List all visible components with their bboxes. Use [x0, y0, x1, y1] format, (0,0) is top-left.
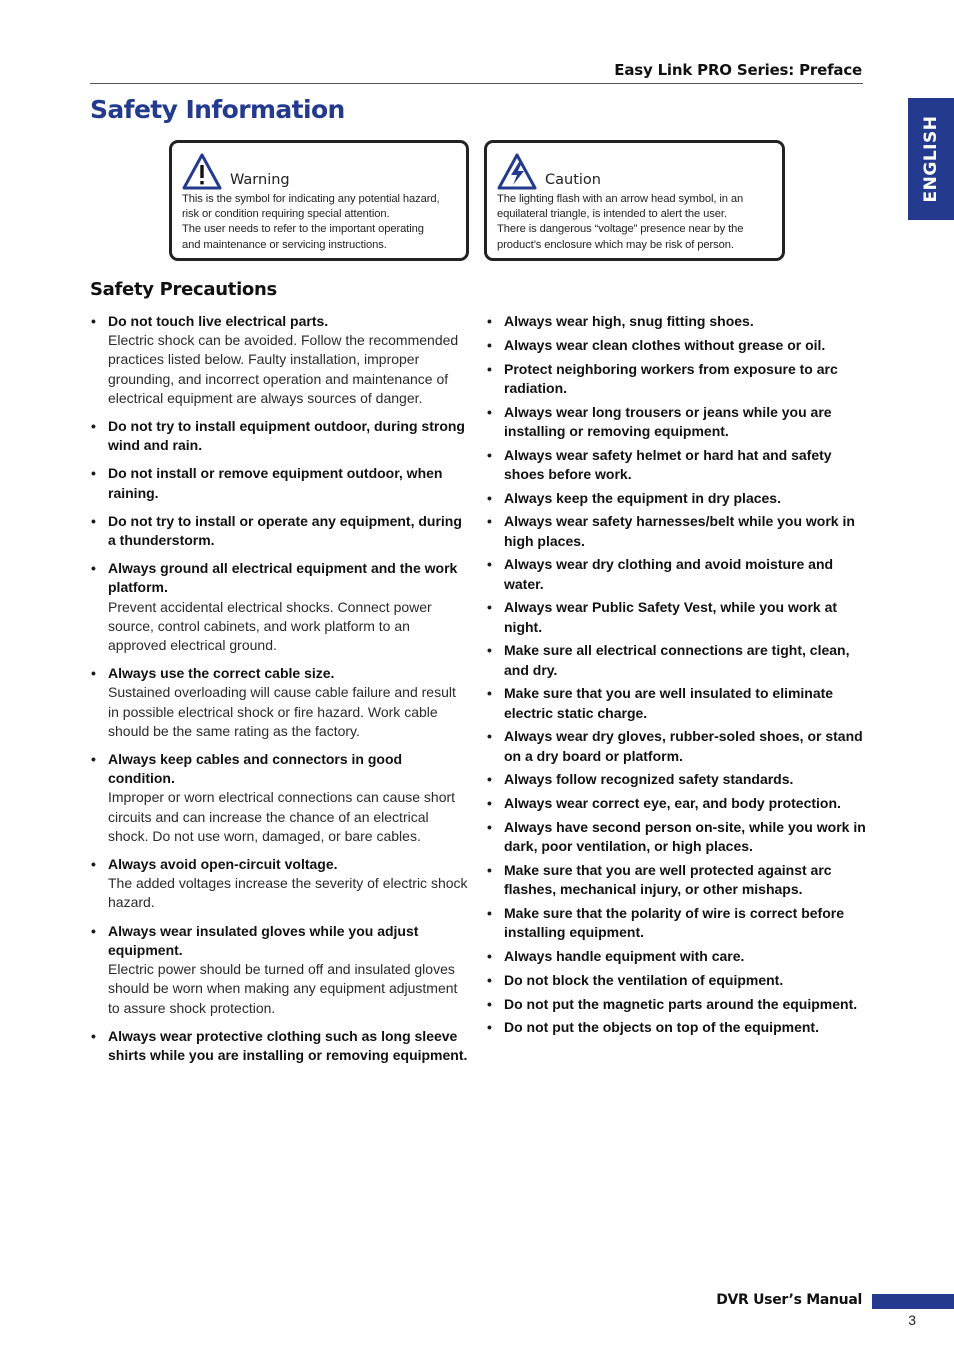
list-item-title: • Always avoid open-circuit voltage. [108, 856, 338, 873]
list-item [90, 464, 470, 502]
list-item [486, 403, 866, 441]
list-item-title: • Do not install or remove equipment outdoor, when raining. [108, 465, 443, 501]
warning-label: Warning [230, 172, 290, 188]
list-item-description: Prevent accidental electrical shocks. Connect power source, control cabinets, and work platform to an approved electrical ground. [108, 598, 432, 654]
list-item-title: • Always wear high, snug fitting shoes. [504, 313, 754, 329]
list-item [486, 512, 866, 550]
list-item [486, 727, 866, 765]
list-item-title: • Make sure that you are well protected against arc flashes, mechanical injury, or other mishaps. [504, 861, 832, 898]
warning-notice-box [169, 140, 469, 261]
page-title: Safety Information [90, 95, 345, 124]
list-item-description: Sustained overloading will cause cable failure and result in possible electrical shock or fire hazard. Work cable should be the same rating as the factory. [108, 684, 456, 739]
footer-accent-bar [872, 1294, 954, 1309]
list-item-title: • Do not put the magnetic parts around the equipment. [504, 995, 858, 1012]
list-item [90, 750, 470, 846]
list-item [486, 1018, 866, 1037]
list-item [90, 417, 470, 455]
header-title: Easy Link PRO Series: Preface [614, 61, 862, 79]
list-item-title: • Always wear clean clothes without grease or oil. [504, 336, 826, 353]
precautions-list-right [486, 312, 866, 1042]
list-item-title: • Do not try to install equipment outdoor, during strong wind and rain. [108, 418, 465, 454]
caution-label: Caution [545, 172, 601, 188]
list-item [486, 360, 866, 398]
warning-notice-header [182, 153, 458, 190]
list-item-title: • Always follow recognized safety standards. [504, 771, 794, 788]
list-item [486, 641, 866, 679]
section-title: Safety Precautions [90, 279, 277, 300]
list-item-title: • Always wear long trousers or jeans while you are installing or removing equipment. [504, 403, 832, 439]
list-item [486, 971, 866, 990]
precautions-list-left [90, 312, 470, 1074]
list-item-description: Electric shock can be avoided. Follow the recommended practices listed below. Faulty installation, improper grounding, and incorrect operation and maintenance of electrical equipment are always sources of danger. [108, 332, 459, 406]
caution-text [497, 192, 774, 253]
list-item-title: • Always have second person on-site, while you work in dark, poor ventilation, or high places. [504, 818, 866, 855]
caution-text-line: The lighting flash with an arrow head symbol, in an [497, 193, 744, 205]
language-tab [908, 98, 954, 220]
caution-text-line: There is dangerous “voltage” presence near by the [497, 223, 744, 236]
list-item-title: • Always wear safety helmet or hard hat and safety shoes before work. [504, 446, 832, 482]
list-item [486, 684, 866, 722]
list-item [486, 555, 866, 593]
caution-text-line: equilateral triangle, is intended to alert the user. [497, 208, 727, 221]
list-item [486, 312, 866, 331]
caution-notice-header [497, 153, 774, 190]
list-item-title: • Always wear protective clothing such as long sleeve shirts while you are installing or removing equipment. [108, 1027, 468, 1063]
list-item-title: • Do not block the ventilation of equipment. [504, 971, 784, 988]
warning-text-line: risk or condition requiring special attention. [182, 208, 390, 221]
list-item [486, 818, 866, 856]
list-item-title: • Always wear safety harnesses/belt while you work in high places. [504, 513, 855, 549]
warning-text-line: The user needs to refer to the important operating [182, 223, 424, 236]
list-item [90, 559, 470, 655]
list-item-title: • Always wear dry clothing and avoid moisture and water. [504, 556, 834, 592]
list-item-title: • Always handle equipment with care. [504, 947, 745, 964]
list-item-title: • Always wear correct eye, ear, and body protection. [504, 795, 841, 812]
list-item-title: • Always keep cables and connectors in good condition. [108, 751, 403, 787]
footer-manual-title: DVR User’s Manual [716, 1292, 862, 1308]
list-item-description: Improper or worn electrical connections can cause short circuits and can increase the chance of an electrical shock. Do not use worn, damaged, or bare cables. [108, 789, 456, 844]
list-item [486, 489, 866, 508]
list-item-title: • Protect neighboring workers from exposure to arc radiation. [504, 360, 838, 396]
list-item [486, 794, 866, 813]
list-item [486, 947, 866, 966]
warning-triangle-icon [182, 153, 222, 190]
list-item-title: • Make sure that the polarity of wire is correct before installing equipment. [504, 904, 844, 941]
header-divider [90, 83, 863, 84]
caution-text-line: product’s enclosure which may be risk of person. [497, 238, 734, 251]
list-item [486, 904, 866, 942]
list-item-description: Electric power should be turned off and insulated gloves should be worn when making any equipment adjustment to assure shock protection. [108, 961, 458, 1016]
caution-notice-box [484, 140, 785, 261]
list-item-title: • Always keep the equipment in dry places. [504, 489, 781, 506]
list-item [90, 312, 470, 408]
list-item [90, 855, 470, 913]
lightning-triangle-icon [497, 153, 537, 190]
list-item-title: • Do not try to install or operate any equipment, during a thunderstorm. [108, 512, 462, 549]
list-item [90, 922, 470, 1018]
list-item-title: • Always ground all electrical equipment and the work platform. [108, 560, 458, 596]
list-item-title: • Always wear Public Safety Vest, while you work at night. [504, 599, 838, 635]
list-item-title: • Always use the correct cable size. [108, 665, 335, 682]
page-number: 3 [908, 1312, 916, 1328]
warning-text [182, 192, 458, 253]
list-item [486, 336, 866, 355]
list-item-title: • Make sure all electrical connections are tight, clean, and dry. [504, 642, 850, 678]
list-item [486, 861, 866, 899]
language-tab-label: ENGLISH [921, 115, 941, 203]
list-item-title: • Do not touch live electrical parts. [108, 313, 329, 329]
list-item [486, 770, 866, 789]
warning-text-line: and maintenance or servicing instructions. [182, 238, 387, 251]
list-item [486, 446, 866, 484]
list-item-title: • Make sure that you are well insulated to eliminate electric static charge. [504, 685, 834, 721]
list-item-title: • Always wear dry gloves, rubber-soled shoes, or stand on a dry board or platform. [504, 728, 863, 764]
list-item [486, 598, 866, 636]
warning-text-line: This is the symbol for indicating any potential hazard, [182, 193, 440, 205]
list-item [90, 664, 470, 741]
list-item [90, 512, 470, 550]
list-item [90, 1027, 470, 1065]
list-item [486, 995, 866, 1014]
list-item-description: The added voltages increase the severity of electric shock hazard. [108, 875, 468, 911]
list-item-title: • Always wear insulated gloves while you adjust equipment. [108, 922, 419, 958]
list-item-title: • Do not put the objects on top of the equipment. [504, 1019, 819, 1036]
